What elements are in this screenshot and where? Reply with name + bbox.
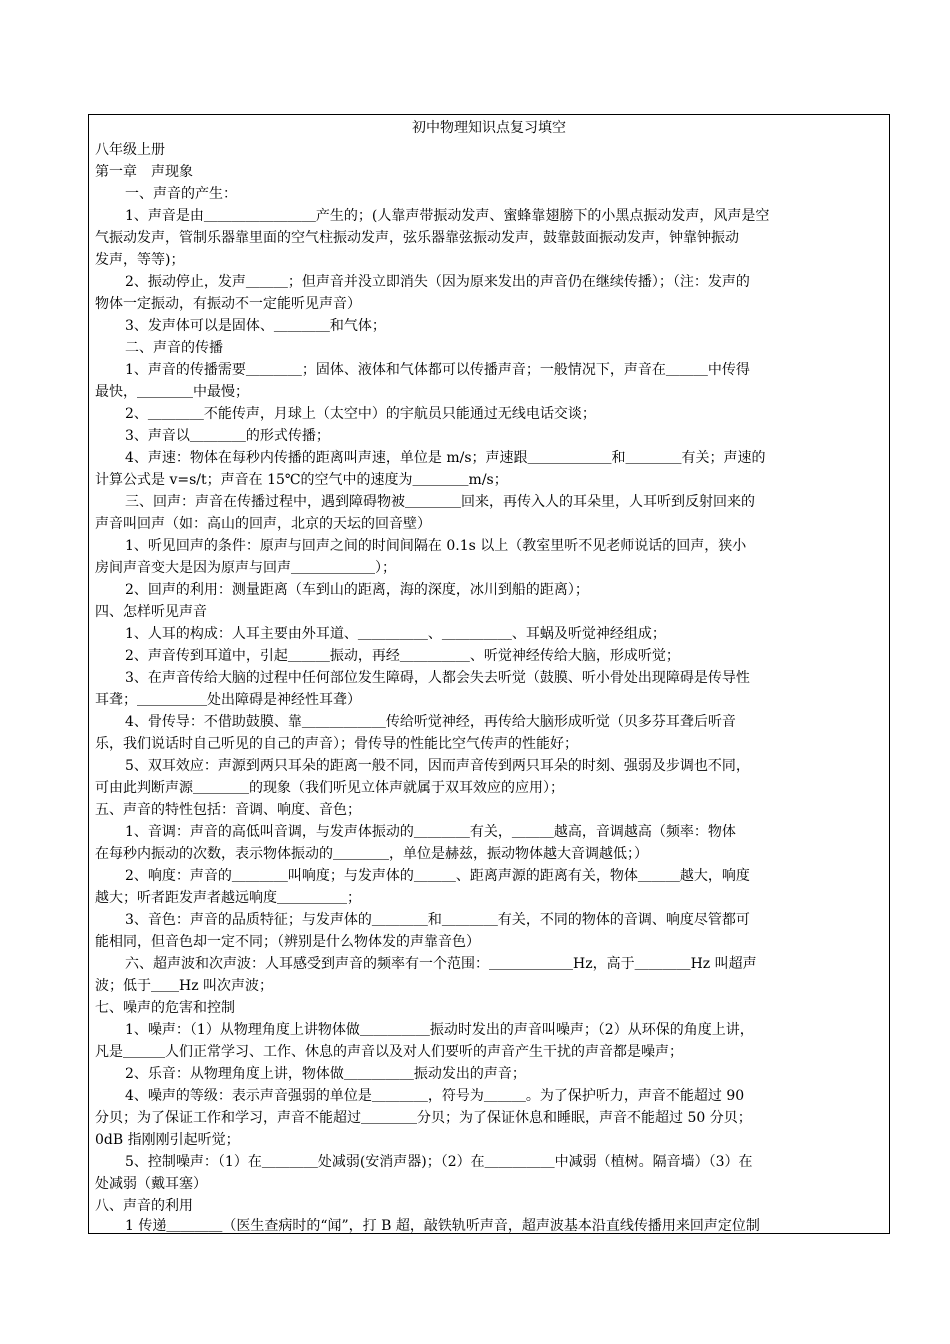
text-line: 1、噪声：（1）从物理角度上讲物体做＿＿＿＿＿振动时发出的声音叫噪声；（2）从环保的角度上讲， [125, 1022, 754, 1038]
text-line: 计算公式是 v=s/t；声音在 15℃的空气中的速度为＿＿＿＿m/s； [95, 472, 508, 488]
text-line: 1、人耳的构成：人耳主要由外耳道、＿＿＿＿＿、＿＿＿＿＿、耳蜗及听觉神经组成； [125, 626, 666, 642]
text-line: 在每秒内振动的次数，表示物体振动的＿＿＿＿，单位是赫兹，振动物体越大音调越低；） [95, 846, 648, 862]
text-line: 发声，等等)； [95, 252, 185, 268]
page-title: 初中物理知识点复习填空 [412, 120, 566, 136]
worksheet-frame [88, 114, 890, 1234]
text-line: 处减弱（戴耳塞） [95, 1176, 207, 1192]
text-line: 4、骨传导：不借助鼓膜、靠＿＿＿＿＿＿传给听觉神经，再传给大脑形成听觉（贝多芬耳聋后听音 [125, 714, 736, 730]
text-line: 4、噪声的等级：表示声音强弱的单位是＿＿＿＿，符号为＿＿＿。为了保护听力，声音不能超过 90 [125, 1088, 745, 1104]
text-line: 1、听见回声的条件：原声与回声之间的时间间隔在 0.1s 以上（教室里听不见老师说话的回声，狭小 [125, 538, 747, 554]
text-line: 六、超声波和次声波：人耳感受到声音的频率有一个范围：＿＿＿＿＿＿Hz，高于＿＿＿＿Hz 叫超声 [125, 956, 757, 972]
text-line: 2、＿＿＿＿不能传声，月球上（太空中）的宇航员只能通过无线电话交谈； [125, 406, 596, 422]
text-line: 二、声音的传播 [125, 340, 223, 356]
text-line: 1、音调：声音的高低叫音调，与发声体振动的＿＿＿＿有关，＿＿＿越高，音调越高（频率：物体 [125, 824, 736, 840]
text-line: 3、音色：声音的品质特征；与发声体的＿＿＿＿和＿＿＿＿有关，不同的物体的音调、响度尽管都可 [125, 912, 750, 928]
text-line: 七、噪声的危害和控制 [95, 1000, 235, 1016]
text-line: 3、在声音传给大脑的过程中任何部位发生障碍，人都会失去听觉（鼓膜、听小骨处出现障碍是传导性 [125, 670, 750, 686]
text-line: 3、发声体可以是固体、＿＿＿＿和气体； [125, 318, 386, 334]
text-line: 2、声音传到耳道中，引起＿＿＿振动，再经＿＿＿＿＿、听觉神经传给大脑，形成听觉； [125, 648, 680, 664]
text-line: 耳聋；＿＿＿＿＿处出障碍是神经性耳聋） [95, 692, 361, 708]
text-line: 凡是＿＿＿人们正常学习、工作、休息的声音以及对人们要听的声音产生干扰的声音都是噪声； [95, 1044, 683, 1060]
text-line: 2、回声的利用：测量距离（车到山的距离，海的深度，冰川到船的距离）； [125, 582, 589, 598]
text-line: 物体一定振动，有振动不一定能听见声音） [95, 296, 361, 312]
text-line: 1 传递＿＿＿＿（医生查病时的“闻”，打 B 超，敲铁轨听声音，超声波基本沿直线传播用来回声定位制 [125, 1218, 760, 1234]
text-line: 三、回声：声音在传播过程中，遇到障碍物被＿＿＿＿回来，再传入人的耳朵里，人耳听到反射回来的 [125, 494, 755, 510]
text-line: 1、声音的传播需要＿＿＿＿；固体、液体和气体都可以传播声音；一般情况下，声音在＿＿＿中传得 [125, 362, 750, 378]
text-line: 第一章 声现象 [95, 164, 193, 180]
text-line: 声音叫回声（如：高山的回声，北京的天坛的回音壁） [95, 516, 431, 532]
text-line: 能相同，但音色却一定不同；（辨别是什么物体发的声靠音色） [95, 934, 480, 950]
text-line: 2、响度：声音的＿＿＿＿叫响度；与发声体的＿＿＿、距离声源的距离有关，物体＿＿＿越大，响度 [125, 868, 750, 884]
text-line: 五、声音的特性包括：音调、响度、音色； [95, 802, 361, 818]
text-line: 八年级上册 [95, 142, 165, 158]
text-line: 4、声速：物体在每秒内传播的距离叫声速，单位是 m/s；声速跟＿＿＿＿＿＿和＿＿＿＿有关；声速的 [125, 450, 766, 466]
text-line: 越大；听者距发声者越远响度＿＿＿＿＿； [95, 890, 361, 906]
text-line: 波；低于＿＿Hz 叫次声波； [95, 978, 274, 994]
text-line: 1、声音是由＿＿＿＿＿＿＿＿产生的；(人靠声带振动发声、蜜蜂靠翅膀下的小黑点振动发声，风声是空 [125, 208, 770, 224]
text-line: 可由此判断声源＿＿＿＿的现象（我们听见立体声就属于双耳效应的应用）； [95, 780, 564, 796]
text-line: 四、怎样听见声音 [95, 604, 207, 620]
text-line: 分贝；为了保证工作和学习，声音不能超过＿＿＿＿分贝；为了保证休息和睡眠，声音不能超过 50 分贝； [95, 1110, 752, 1126]
text-line: 最快，＿＿＿＿中最慢； [95, 384, 249, 400]
text-line: 3、声音以＿＿＿＿的形式传播； [125, 428, 330, 444]
text-line: 房间声音变大是因为原声与回声＿＿＿＿＿＿）； [95, 560, 396, 576]
text-line: 2、乐音：从物理角度上讲，物体做＿＿＿＿＿振动发出的声音； [125, 1066, 526, 1082]
text-line: 气振动发声，管制乐器靠里面的空气柱振动发声，弦乐器靠弦振动发声，鼓靠鼓面振动发声，钟靠钟振动 [95, 230, 739, 246]
text-line: 0dB 指刚刚引起听觉； [95, 1132, 240, 1148]
text-line: 5、控制噪声：（1）在＿＿＿＿处减弱(安消声器)；（2）在＿＿＿＿＿中减弱（植树。隔音墙）（3）在 [125, 1154, 753, 1170]
text-line: 八、声音的利用 [95, 1198, 193, 1214]
text-line: 一、声音的产生： [125, 186, 237, 202]
text-line: 5、双耳效应：声源到两只耳朵的距离一般不同，因而声音传到两只耳朵的时刻、强弱及步调也不同， [125, 758, 750, 774]
text-line: 2、振动停止，发声＿＿＿；但声音并没立即消失（因为原来发出的声音仍在继续传播）；（注：发声的 [125, 274, 750, 290]
text-line: 乐，我们说话时自己听见的自己的声音）；骨传导的性能比空气传声的性能好； [95, 736, 578, 752]
